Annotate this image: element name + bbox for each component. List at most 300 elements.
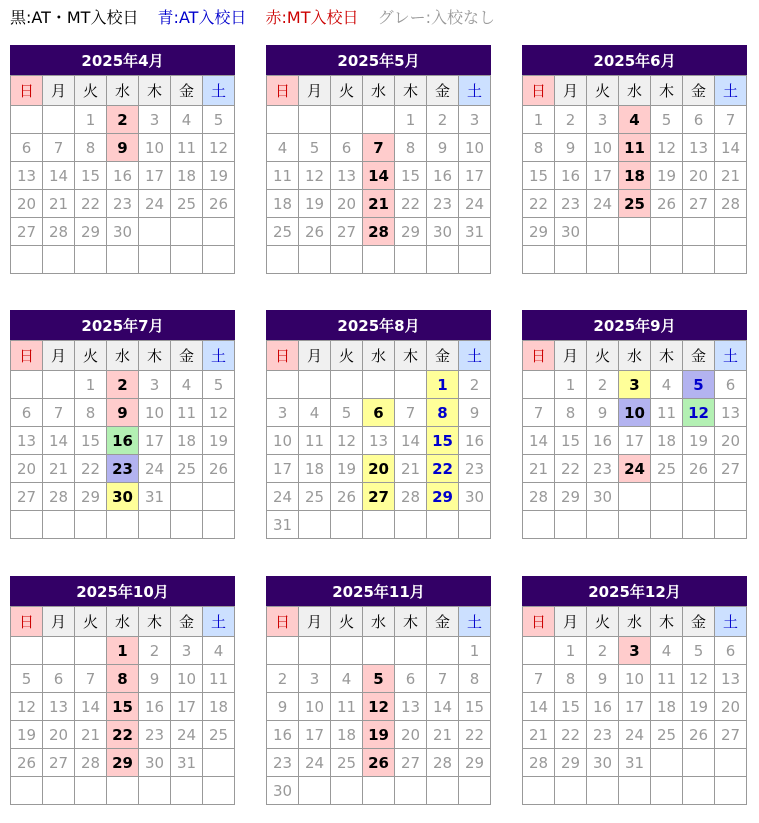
day-cell[interactable]: 10 — [267, 427, 299, 455]
day-cell[interactable]: 3 — [171, 637, 203, 665]
day-cell[interactable]: 5 — [651, 106, 683, 134]
day-cell[interactable]: 9 — [107, 134, 139, 162]
day-cell[interactable]: 21 — [395, 455, 427, 483]
day-cell[interactable]: 4 — [267, 134, 299, 162]
day-cell[interactable]: 1 — [523, 106, 555, 134]
day-cell[interactable]: 8 — [395, 134, 427, 162]
day-cell[interactable]: 10 — [619, 665, 651, 693]
day-cell[interactable]: 15 — [75, 427, 107, 455]
weekday-header: 金 — [683, 76, 715, 106]
day-cell[interactable]: 2 — [587, 371, 619, 399]
day-cell[interactable]: 12 — [299, 162, 331, 190]
day-cell[interactable]: 18 — [203, 693, 235, 721]
day-cell[interactable]: 21 — [43, 455, 75, 483]
day-cell[interactable]: 2 — [267, 665, 299, 693]
day-cell[interactable]: 30 — [427, 218, 459, 246]
day-cell[interactable]: 1 — [75, 371, 107, 399]
day-cell[interactable]: 13 — [11, 162, 43, 190]
day-cell[interactable]: 14 — [395, 427, 427, 455]
day-cell[interactable]: 9 — [587, 399, 619, 427]
day-cell[interactable]: 22 — [459, 721, 491, 749]
day-cell[interactable]: 21 — [363, 190, 395, 218]
day-cell[interactable]: 27 — [11, 483, 43, 511]
day-cell[interactable]: 25 — [171, 455, 203, 483]
day-cell[interactable]: 19 — [203, 427, 235, 455]
day-cell[interactable]: 26 — [11, 749, 43, 777]
day-cell[interactable]: 24 — [171, 721, 203, 749]
day-cell[interactable]: 2 — [587, 637, 619, 665]
day-cell[interactable]: 21 — [427, 721, 459, 749]
empty-cell — [299, 371, 331, 399]
day-cell[interactable]: 16 — [107, 162, 139, 190]
day-cell[interactable]: 3 — [619, 637, 651, 665]
weekday-header: 火 — [587, 607, 619, 637]
day-cell[interactable]: 14 — [715, 134, 747, 162]
day-cell[interactable]: 29 — [75, 218, 107, 246]
day-cell[interactable]: 12 — [331, 427, 363, 455]
day-cell[interactable]: 20 — [395, 721, 427, 749]
day-cell[interactable]: 12 — [683, 665, 715, 693]
day-cell[interactable]: 23 — [555, 190, 587, 218]
day-cell[interactable]: 18 — [267, 190, 299, 218]
day-cell[interactable]: 9 — [555, 134, 587, 162]
day-cell[interactable]: 29 — [555, 749, 587, 777]
week-row — [523, 665, 747, 693]
day-cell[interactable]: 22 — [395, 190, 427, 218]
day-cell[interactable]: 23 — [587, 455, 619, 483]
day-cell[interactable]: 7 — [43, 399, 75, 427]
day-cell[interactable]: 7 — [523, 399, 555, 427]
day-cell[interactable]: 30 — [107, 483, 139, 511]
day-cell[interactable]: 6 — [43, 665, 75, 693]
day-cell[interactable]: 9 — [107, 399, 139, 427]
day-cell[interactable]: 20 — [331, 190, 363, 218]
day-cell[interactable]: 22 — [75, 190, 107, 218]
day-cell[interactable]: 15 — [555, 693, 587, 721]
week-row — [523, 693, 747, 721]
empty-cell — [363, 371, 395, 399]
day-cell[interactable]: 25 — [651, 721, 683, 749]
day-cell[interactable]: 29 — [75, 483, 107, 511]
empty-cell — [11, 777, 43, 805]
day-cell[interactable]: 26 — [203, 190, 235, 218]
weekday-header: 土 — [715, 341, 747, 371]
day-cell[interactable]: 23 — [427, 190, 459, 218]
day-cell[interactable]: 25 — [619, 190, 651, 218]
day-cell[interactable]: 26 — [683, 721, 715, 749]
day-cell[interactable]: 2 — [107, 106, 139, 134]
day-cell[interactable]: 4 — [651, 637, 683, 665]
day-cell[interactable]: 14 — [427, 693, 459, 721]
day-cell[interactable]: 9 — [459, 399, 491, 427]
day-cell[interactable]: 19 — [683, 427, 715, 455]
day-cell[interactable]: 16 — [459, 427, 491, 455]
day-cell[interactable]: 23 — [459, 455, 491, 483]
day-cell[interactable]: 21 — [75, 721, 107, 749]
day-cell[interactable]: 17 — [619, 427, 651, 455]
day-cell[interactable]: 30 — [459, 483, 491, 511]
day-cell[interactable]: 15 — [555, 427, 587, 455]
empty-cell — [299, 246, 331, 274]
day-cell[interactable]: 1 — [459, 637, 491, 665]
day-cell[interactable]: 8 — [75, 399, 107, 427]
day-cell[interactable]: 11 — [203, 665, 235, 693]
day-cell[interactable]: 19 — [683, 693, 715, 721]
day-cell[interactable]: 31 — [459, 218, 491, 246]
day-cell[interactable]: 20 — [11, 190, 43, 218]
day-cell[interactable]: 2 — [107, 371, 139, 399]
day-cell[interactable]: 27 — [683, 190, 715, 218]
day-cell[interactable]: 26 — [203, 455, 235, 483]
day-cell[interactable]: 3 — [139, 371, 171, 399]
day-cell[interactable]: 31 — [619, 749, 651, 777]
day-cell[interactable]: 25 — [171, 190, 203, 218]
day-cell[interactable]: 28 — [363, 218, 395, 246]
day-cell[interactable]: 13 — [43, 693, 75, 721]
day-cell[interactable]: 10 — [171, 665, 203, 693]
day-cell[interactable]: 1 — [107, 637, 139, 665]
day-cell[interactable]: 5 — [683, 637, 715, 665]
day-cell[interactable]: 21 — [523, 721, 555, 749]
day-cell[interactable]: 21 — [523, 455, 555, 483]
day-cell[interactable]: 7 — [523, 665, 555, 693]
day-cell[interactable]: 13 — [331, 162, 363, 190]
day-cell[interactable]: 7 — [75, 665, 107, 693]
day-cell[interactable]: 18 — [651, 693, 683, 721]
weekday-header: 土 — [203, 341, 235, 371]
day-cell[interactable]: 17 — [171, 693, 203, 721]
day-cell[interactable]: 29 — [459, 749, 491, 777]
day-cell[interactable]: 11 — [619, 134, 651, 162]
empty-cell — [619, 246, 651, 274]
day-cell[interactable]: 17 — [299, 721, 331, 749]
day-cell[interactable]: 12 — [651, 134, 683, 162]
month-title: 2025年10月 — [10, 576, 235, 606]
day-cell[interactable]: 18 — [651, 427, 683, 455]
day-cell[interactable]: 27 — [331, 218, 363, 246]
week-row — [267, 511, 491, 539]
day-cell[interactable]: 19 — [203, 162, 235, 190]
day-cell[interactable]: 28 — [523, 749, 555, 777]
day-cell[interactable]: 22 — [555, 455, 587, 483]
day-cell[interactable]: 19 — [331, 455, 363, 483]
day-cell[interactable]: 29 — [395, 218, 427, 246]
day-cell[interactable]: 6 — [331, 134, 363, 162]
day-cell[interactable]: 6 — [395, 665, 427, 693]
day-cell[interactable]: 15 — [459, 693, 491, 721]
day-cell[interactable]: 10 — [587, 134, 619, 162]
day-cell[interactable]: 31 — [139, 483, 171, 511]
day-cell[interactable]: 5 — [331, 399, 363, 427]
day-cell[interactable]: 29 — [523, 218, 555, 246]
day-cell[interactable]: 3 — [587, 106, 619, 134]
day-cell[interactable]: 30 — [587, 749, 619, 777]
day-cell[interactable]: 15 — [395, 162, 427, 190]
day-cell[interactable]: 10 — [139, 134, 171, 162]
day-cell[interactable]: 20 — [43, 721, 75, 749]
weekday-header: 水 — [619, 607, 651, 637]
day-cell[interactable]: 4 — [651, 371, 683, 399]
day-cell[interactable]: 9 — [139, 665, 171, 693]
day-cell[interactable]: 30 — [587, 483, 619, 511]
day-cell[interactable]: 6 — [11, 399, 43, 427]
day-cell[interactable]: 28 — [75, 749, 107, 777]
day-cell[interactable]: 6 — [363, 399, 395, 427]
day-cell[interactable]: 5 — [11, 665, 43, 693]
day-cell[interactable]: 27 — [715, 455, 747, 483]
day-cell[interactable]: 25 — [267, 218, 299, 246]
day-cell[interactable]: 13 — [363, 427, 395, 455]
day-cell[interactable]: 23 — [139, 721, 171, 749]
day-cell[interactable]: 17 — [459, 162, 491, 190]
day-cell[interactable]: 24 — [139, 455, 171, 483]
day-cell[interactable]: 11 — [267, 162, 299, 190]
day-cell[interactable]: 5 — [203, 371, 235, 399]
day-cell[interactable]: 27 — [363, 483, 395, 511]
day-cell[interactable]: 29 — [427, 483, 459, 511]
day-cell[interactable]: 18 — [171, 427, 203, 455]
day-cell[interactable]: 21 — [715, 162, 747, 190]
day-cell[interactable]: 24 — [459, 190, 491, 218]
weekday-header: 水 — [107, 76, 139, 106]
weekday-header: 木 — [395, 341, 427, 371]
day-cell[interactable]: 13 — [715, 665, 747, 693]
day-cell[interactable]: 31 — [171, 749, 203, 777]
day-cell[interactable]: 16 — [107, 427, 139, 455]
day-cell[interactable]: 4 — [203, 637, 235, 665]
day-cell[interactable]: 15 — [427, 427, 459, 455]
day-cell[interactable]: 28 — [715, 190, 747, 218]
day-cell[interactable]: 2 — [555, 106, 587, 134]
day-cell[interactable]: 1 — [555, 371, 587, 399]
day-cell[interactable]: 5 — [203, 106, 235, 134]
day-cell[interactable]: 25 — [203, 721, 235, 749]
day-cell[interactable]: 22 — [427, 455, 459, 483]
day-cell[interactable]: 26 — [363, 749, 395, 777]
day-cell[interactable]: 1 — [75, 106, 107, 134]
day-cell[interactable]: 18 — [619, 162, 651, 190]
day-cell[interactable]: 10 — [459, 134, 491, 162]
day-cell[interactable]: 23 — [587, 721, 619, 749]
day-cell[interactable]: 16 — [427, 162, 459, 190]
day-cell[interactable]: 12 — [683, 399, 715, 427]
day-cell[interactable]: 18 — [299, 455, 331, 483]
day-cell[interactable]: 12 — [11, 693, 43, 721]
day-cell[interactable]: 15 — [75, 162, 107, 190]
day-cell[interactable]: 11 — [171, 399, 203, 427]
day-cell[interactable]: 1 — [395, 106, 427, 134]
empty-cell — [619, 218, 651, 246]
day-cell[interactable]: 14 — [363, 162, 395, 190]
day-cell[interactable]: 19 — [651, 162, 683, 190]
day-cell[interactable]: 8 — [75, 134, 107, 162]
day-cell[interactable]: 16 — [267, 721, 299, 749]
day-cell[interactable]: 19 — [11, 721, 43, 749]
day-cell[interactable]: 30 — [107, 218, 139, 246]
day-cell[interactable]: 14 — [43, 162, 75, 190]
day-cell[interactable]: 22 — [75, 455, 107, 483]
empty-cell — [171, 246, 203, 274]
day-cell[interactable]: 1 — [555, 637, 587, 665]
day-cell[interactable]: 28 — [523, 483, 555, 511]
day-cell[interactable]: 2 — [459, 371, 491, 399]
day-cell[interactable]: 24 — [299, 749, 331, 777]
day-cell[interactable]: 6 — [11, 134, 43, 162]
day-cell[interactable]: 26 — [299, 218, 331, 246]
day-cell[interactable]: 7 — [363, 134, 395, 162]
day-cell[interactable]: 9 — [267, 693, 299, 721]
day-cell[interactable]: 22 — [107, 721, 139, 749]
day-cell[interactable]: 27 — [715, 721, 747, 749]
day-cell[interactable]: 8 — [555, 399, 587, 427]
day-cell[interactable]: 21 — [43, 190, 75, 218]
day-cell[interactable]: 25 — [299, 483, 331, 511]
day-cell[interactable]: 6 — [715, 637, 747, 665]
day-cell[interactable]: 13 — [683, 134, 715, 162]
day-cell[interactable]: 7 — [427, 665, 459, 693]
day-cell[interactable]: 29 — [555, 483, 587, 511]
day-cell[interactable]: 23 — [267, 749, 299, 777]
day-cell[interactable]: 30 — [139, 749, 171, 777]
day-cell[interactable]: 5 — [299, 134, 331, 162]
day-cell[interactable]: 14 — [523, 427, 555, 455]
weekday-header: 日 — [267, 607, 299, 637]
day-cell[interactable]: 8 — [107, 665, 139, 693]
day-cell[interactable]: 19 — [363, 721, 395, 749]
day-cell[interactable]: 8 — [555, 665, 587, 693]
day-cell[interactable]: 13 — [11, 427, 43, 455]
day-cell[interactable]: 20 — [11, 455, 43, 483]
day-cell[interactable]: 17 — [139, 162, 171, 190]
day-cell[interactable]: 17 — [587, 162, 619, 190]
day-cell[interactable]: 11 — [299, 427, 331, 455]
day-cell[interactable]: 8 — [459, 665, 491, 693]
day-cell[interactable]: 13 — [395, 693, 427, 721]
day-cell[interactable]: 16 — [555, 162, 587, 190]
day-cell[interactable]: 4 — [331, 665, 363, 693]
day-cell[interactable]: 12 — [203, 134, 235, 162]
day-cell[interactable]: 25 — [331, 749, 363, 777]
day-cell[interactable]: 25 — [651, 455, 683, 483]
day-cell[interactable]: 3 — [299, 665, 331, 693]
day-cell[interactable]: 15 — [107, 693, 139, 721]
day-cell[interactable]: 23 — [107, 455, 139, 483]
day-cell[interactable]: 14 — [43, 427, 75, 455]
day-cell[interactable]: 9 — [427, 134, 459, 162]
day-cell[interactable]: 20 — [715, 427, 747, 455]
day-cell[interactable]: 17 — [139, 427, 171, 455]
day-cell[interactable]: 4 — [299, 399, 331, 427]
day-cell[interactable]: 16 — [587, 427, 619, 455]
day-cell[interactable]: 20 — [715, 693, 747, 721]
day-cell[interactable]: 20 — [683, 162, 715, 190]
day-cell[interactable]: 30 — [555, 218, 587, 246]
day-cell[interactable]: 12 — [203, 399, 235, 427]
weekday-header: 木 — [395, 607, 427, 637]
day-cell[interactable]: 26 — [651, 190, 683, 218]
day-cell[interactable]: 26 — [331, 483, 363, 511]
day-cell[interactable]: 30 — [267, 777, 299, 805]
day-cell[interactable]: 7 — [43, 134, 75, 162]
month-calendar — [522, 310, 747, 539]
day-cell[interactable]: 28 — [43, 218, 75, 246]
empty-cell — [619, 777, 651, 805]
day-cell[interactable]: 6 — [683, 106, 715, 134]
day-cell[interactable]: 8 — [427, 399, 459, 427]
day-cell[interactable]: 31 — [267, 511, 299, 539]
day-cell[interactable]: 12 — [363, 693, 395, 721]
day-cell[interactable]: 5 — [363, 665, 395, 693]
day-cell[interactable]: 24 — [619, 455, 651, 483]
day-cell[interactable]: 23 — [107, 190, 139, 218]
day-cell[interactable]: 28 — [427, 749, 459, 777]
day-cell[interactable]: 3 — [459, 106, 491, 134]
day-cell[interactable]: 4 — [171, 106, 203, 134]
day-cell[interactable]: 6 — [715, 371, 747, 399]
day-cell[interactable]: 24 — [619, 721, 651, 749]
day-cell[interactable]: 27 — [11, 218, 43, 246]
day-cell[interactable]: 18 — [331, 721, 363, 749]
day-cell[interactable]: 5 — [683, 371, 715, 399]
day-cell[interactable]: 28 — [395, 483, 427, 511]
day-cell[interactable]: 14 — [75, 693, 107, 721]
day-cell[interactable]: 11 — [651, 399, 683, 427]
day-cell[interactable]: 3 — [139, 106, 171, 134]
day-cell[interactable]: 24 — [267, 483, 299, 511]
day-cell[interactable]: 27 — [395, 749, 427, 777]
day-cell[interactable]: 11 — [331, 693, 363, 721]
day-cell[interactable]: 17 — [267, 455, 299, 483]
empty-cell — [427, 777, 459, 805]
day-cell[interactable]: 11 — [651, 665, 683, 693]
day-cell[interactable]: 13 — [715, 399, 747, 427]
day-cell[interactable]: 14 — [523, 693, 555, 721]
day-cell[interactable]: 28 — [43, 483, 75, 511]
day-cell[interactable]: 2 — [139, 637, 171, 665]
day-cell[interactable]: 4 — [619, 106, 651, 134]
empty-cell — [363, 106, 395, 134]
day-cell[interactable]: 18 — [171, 162, 203, 190]
empty-cell — [43, 106, 75, 134]
day-cell[interactable]: 1 — [427, 371, 459, 399]
day-cell[interactable]: 24 — [587, 190, 619, 218]
day-cell[interactable]: 26 — [683, 455, 715, 483]
day-cell[interactable]: 8 — [523, 134, 555, 162]
day-cell[interactable]: 3 — [619, 371, 651, 399]
day-cell[interactable]: 29 — [107, 749, 139, 777]
day-cell[interactable]: 24 — [139, 190, 171, 218]
day-cell[interactable]: 3 — [267, 399, 299, 427]
day-cell[interactable]: 7 — [715, 106, 747, 134]
day-cell[interactable]: 11 — [171, 134, 203, 162]
day-cell[interactable]: 19 — [299, 190, 331, 218]
day-cell[interactable]: 7 — [395, 399, 427, 427]
day-cell[interactable]: 10 — [619, 399, 651, 427]
day-cell[interactable]: 22 — [523, 190, 555, 218]
day-cell[interactable]: 22 — [555, 721, 587, 749]
day-cell[interactable]: 10 — [299, 693, 331, 721]
day-cell[interactable]: 20 — [363, 455, 395, 483]
day-cell[interactable]: 2 — [427, 106, 459, 134]
day-cell[interactable]: 16 — [587, 693, 619, 721]
day-cell[interactable]: 4 — [171, 371, 203, 399]
day-cell[interactable]: 15 — [523, 162, 555, 190]
day-cell[interactable]: 10 — [139, 399, 171, 427]
day-cell[interactable]: 27 — [43, 749, 75, 777]
day-cell[interactable]: 16 — [139, 693, 171, 721]
day-cell[interactable]: 9 — [587, 665, 619, 693]
day-cell[interactable]: 17 — [619, 693, 651, 721]
